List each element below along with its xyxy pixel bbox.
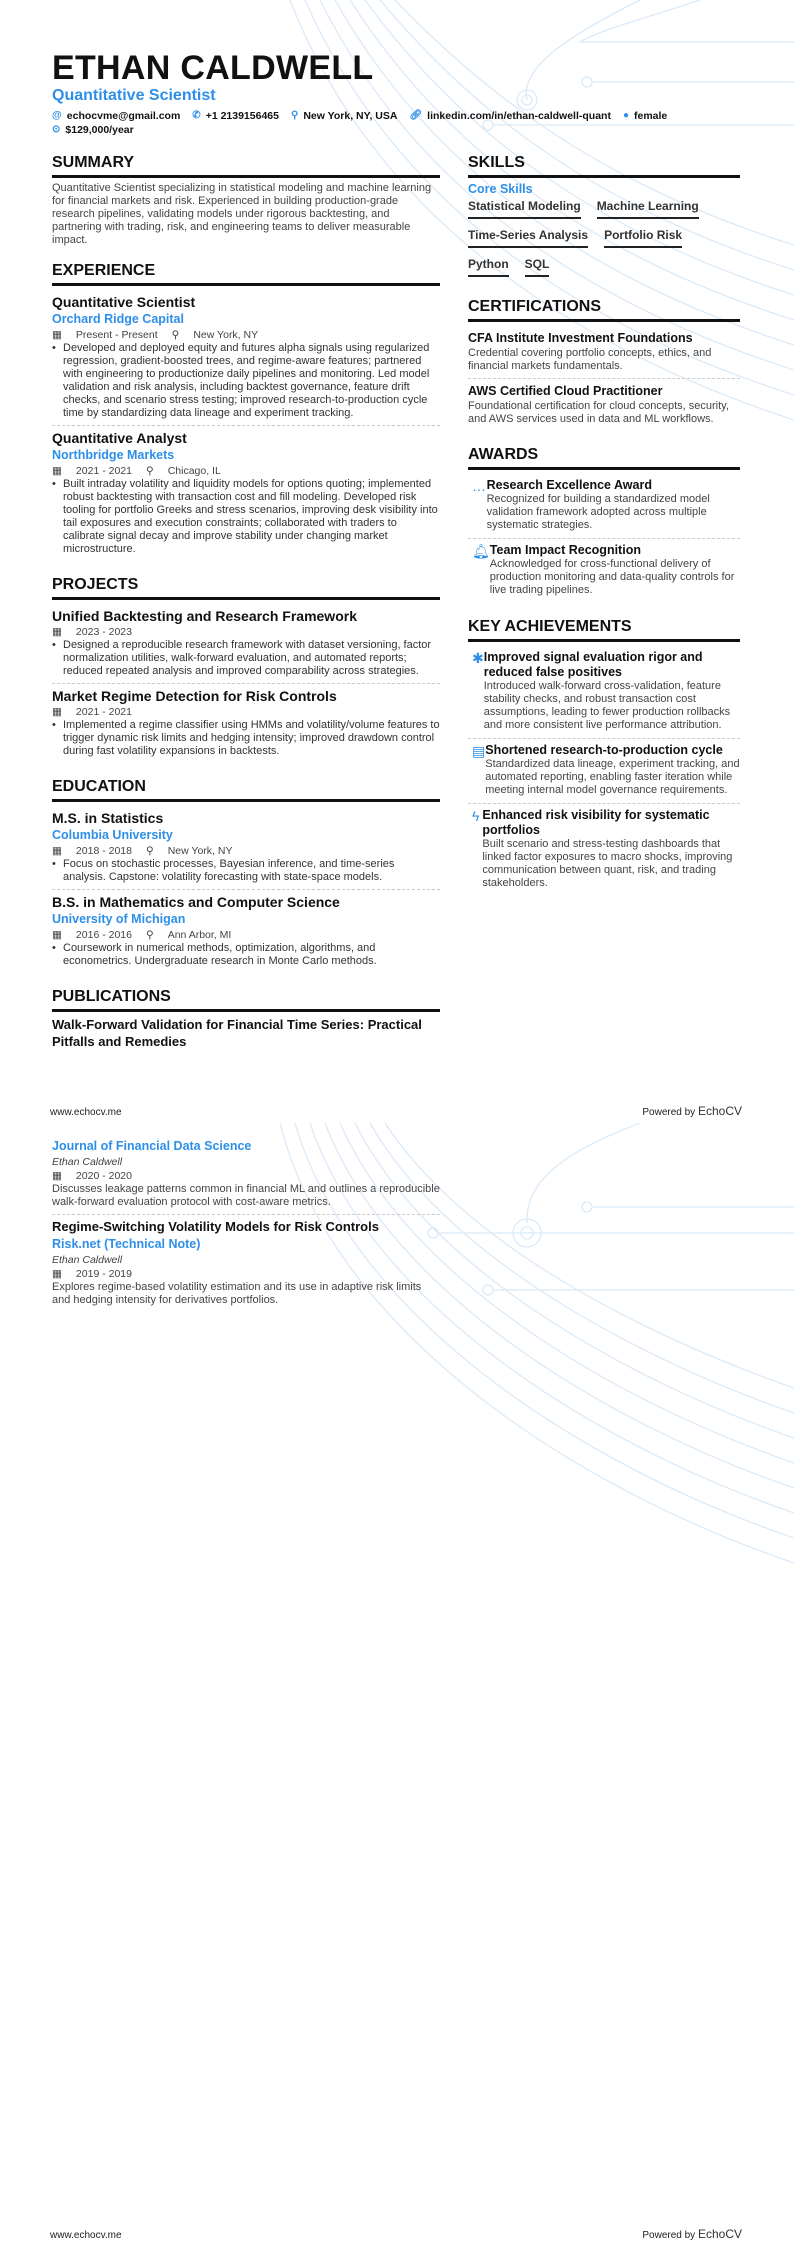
project-dates: 2023 - 2023 (75, 626, 132, 638)
publication-venue: Risk.net (Technical Note) (52, 1237, 201, 1251)
edu-location: New York, NY (167, 845, 233, 857)
award-title: Team Impact Recognition (489, 543, 641, 557)
project-bullet: • Designed a reproducible research framework with dataset versioning, factor normalization utilities, walk-forward evaluation, and automated reports; reduced repeated analysis and improved comparability across strategies. (52, 639, 440, 678)
left-column (52, 153, 440, 1050)
skill-tag: Time-Series Analysis (468, 225, 588, 248)
left-column-continued (52, 1135, 440, 1312)
gender-text: female (634, 110, 668, 122)
footer-site-link[interactable]: www.echocv.me (50, 1107, 122, 1118)
job-dates: Present - Present (75, 329, 158, 341)
contact-location (291, 109, 397, 123)
cert-title: CFA Institute Investment Foundations (468, 331, 693, 345)
awards-heading: AWARDS (468, 445, 740, 470)
education-item (52, 890, 440, 973)
school: Columbia University (52, 828, 173, 842)
award-title: Research Excellence Award (486, 478, 652, 492)
calendar-icon: ▦ (52, 706, 62, 718)
cert-title: AWS Certified Cloud Practitioner (468, 384, 663, 398)
job-title: Quantitative Analyst (52, 430, 187, 446)
edu-dates: 2016 - 2016 (75, 929, 132, 941)
phone-icon: ✆ (192, 110, 201, 121)
location-icon: ⚲ (171, 329, 180, 341)
calendar-icon: ▦ (52, 845, 62, 857)
bell-icon: 🔔︎ (472, 543, 490, 559)
publication-desc: Discusses leakage patterns common in financial ML and outlines a reproducible walk-forward evaluation protocol with cost-aware metrics. (52, 1183, 440, 1208)
award-desc: Acknowledged for cross-functional delivery of production monitoring and data-quality controls for live trading pipelines. (489, 558, 735, 596)
calendar-icon: ▦ (52, 626, 62, 638)
education-item (52, 806, 440, 890)
edu-bullet: • Focus on stochastic processes, Bayesian inference, and time-series analysis. Capstone: volatility forecasting with state-space models. (52, 858, 440, 884)
location-icon: ⚲ (145, 929, 154, 941)
summary-text: Quantitative Scientist specializing in statistical modeling and machine learning for financial markets and risk. Experienced in building production-grade research pipelines, validating models under rigorous backtesting, and partnering with trading, risk, and engineering teams to deliver measurable impact. (52, 182, 432, 246)
publication-venue: Journal of Financial Data Science (52, 1139, 252, 1153)
project-bullet: • Implemented a regime classifier using HMMs and volatility/volume features to trigger dynamic risk limits and hedging intensity; improved drawdown control during fast volatility expansions in backtests. (52, 719, 440, 758)
school: University of Michigan (52, 912, 186, 926)
calendar-icon: ▦ (52, 465, 62, 477)
project-title: Unified Backtesting and Research Framework (52, 608, 357, 624)
achievement-title: Shortened research-to-production cycle (485, 743, 723, 757)
publications-heading: PUBLICATIONS (52, 987, 440, 1012)
skill-tag: SQL (525, 254, 550, 277)
linkedin-text: linkedin.com/in/ethan-caldwell-quant (427, 110, 611, 122)
contact-gender (623, 109, 667, 123)
skill-tag: Python (468, 254, 509, 277)
skills-group: Core Skills (468, 182, 533, 196)
skills-heading: SKILLS (468, 153, 740, 178)
file-chart-icon: ▤ (472, 743, 486, 759)
job-dates: 2021 - 2021 (75, 465, 132, 477)
at-icon: @ (52, 110, 62, 121)
edu-dates: 2018 - 2018 (75, 845, 132, 857)
contact-linkedin[interactable] (409, 109, 610, 123)
certifications-heading: CERTIFICATIONS (468, 297, 740, 322)
footer-brand[interactable]: EchoCV (697, 2227, 742, 2241)
footer-powered-label: Powered by (642, 2230, 696, 2241)
page-footer (50, 1104, 742, 1118)
achievement-desc: Introduced walk-forward cross-validation, feature stability checks, and robust transaction cost assumptions, leading to fewer production rollbacks and more consistent live performance attribution. (483, 680, 731, 731)
page-footer (50, 2227, 742, 2241)
certification-item (468, 326, 740, 379)
contact-list (52, 109, 692, 137)
achievement-item (468, 804, 740, 896)
user-icon: ● (622, 110, 629, 121)
award-desc: Recognized for building a standardized model validation framework adopted across multiple systematic strategies. (486, 493, 710, 531)
project-title: Market Regime Detection for Risk Controls (52, 688, 337, 704)
candidate-name: ETHAN CALDWELL (52, 49, 374, 87)
company-name: Orchard Ridge Capital (52, 312, 184, 326)
job-bullet: • Built intraday volatility and liquidity models for options quoting; implemented robust backtesting with transaction cost and fill modeling. Developed risk tooling for portfolio Greeks and stress scenarios, improving desk visibility into tail exposures and execution constraints; collaborated with traders to calibrate signal decay and improve stability under changing market microstructure. (52, 478, 440, 556)
publication-author: Ethan Caldwell (52, 1254, 123, 1266)
location-icon: ⚲ (145, 845, 154, 857)
calendar-icon: ▦ (52, 929, 62, 941)
location-icon: ⚲ (290, 110, 299, 121)
project-item (52, 604, 440, 684)
project-item (52, 684, 440, 763)
job-location: Chicago, IL (167, 465, 221, 477)
footer-brand[interactable]: EchoCV (697, 1104, 742, 1118)
summary-heading: SUMMARY (52, 153, 440, 178)
publication-author: Ethan Caldwell (52, 1156, 123, 1168)
skill-tag: Portfolio Risk (604, 225, 682, 248)
publication-title: Walk-Forward Validation for Financial Time Series: Practical Pitfalls and Remedies (52, 1017, 422, 1049)
bug-icon: ✱ (472, 650, 484, 666)
experience-heading: EXPERIENCE (52, 261, 440, 286)
skill-tag: Machine Learning (597, 196, 699, 219)
email-text: echocvme@gmail.com (66, 110, 181, 122)
right-column (468, 153, 740, 1050)
calendar-icon: ▦ (52, 1170, 62, 1182)
cert-desc: Credential covering portfolio concepts, ethics, and financial markets fundamentals. (468, 347, 712, 372)
achievement-item (468, 646, 740, 739)
location-text: New York, NY, USA (303, 110, 398, 122)
location-icon: ⚲ (145, 465, 154, 477)
job-title: Quantitative Scientist (52, 294, 196, 310)
achievement-title: Enhanced risk visibility for systematic portfolios (482, 808, 710, 837)
contact-phone[interactable] (192, 109, 279, 123)
skills-list (468, 196, 740, 283)
job-bullet: • Developed and deployed equity and futures alpha signals using regularized regression, gradient-boosted trees, and regime-aware features; partnered with engineering to productionize daily pipelines and monitoring. Led model validation and risk analysis, including backtest governance, feature drift checks, and scenario stress testing; improved research-to-production cycle time by standardizing data lineage and experiment tracking. (52, 342, 440, 420)
achievement-desc: Standardized data lineage, experiment tracking, and automated reporting, enabling faster iteration while meeting internal model governance requirements. (485, 758, 740, 796)
calendar-icon: ▦ (52, 329, 62, 341)
job-location: New York, NY (193, 329, 259, 341)
degree: M.S. in Statistics (52, 810, 164, 826)
publication-item (52, 1135, 440, 1215)
experience-item (52, 290, 440, 426)
phone-text: +1 2139156465 (205, 110, 279, 122)
salary-icon: ⊙ (52, 124, 61, 135)
salary-text: $129,000/year (65, 124, 134, 136)
cert-desc: Foundational certification for cloud concepts, security, and AWS services used in data and ML workflows. (468, 400, 729, 425)
achievements-heading: KEY ACHIEVEMENTS (468, 617, 740, 642)
publication-item (52, 1215, 440, 1312)
award-item (468, 539, 740, 603)
degree: B.S. in Mathematics and Computer Science (52, 894, 340, 910)
link-icon: 🔗︎ (409, 110, 423, 121)
ellipsis-icon: … (472, 478, 486, 494)
certification-item (468, 379, 740, 431)
achievement-item (468, 739, 740, 804)
education-heading: EDUCATION (52, 777, 440, 802)
bolt-icon: ϟ (472, 808, 480, 824)
contact-salary (52, 123, 134, 137)
experience-item (52, 426, 440, 561)
publication-dates: 2020 - 2020 (75, 1170, 132, 1182)
calendar-icon: ▦ (52, 1268, 62, 1280)
publication-title: Regime-Switching Volatility Models for Risk Controls (52, 1219, 379, 1234)
publication-dates: 2019 - 2019 (75, 1268, 132, 1280)
award-item (468, 474, 740, 539)
candidate-title: Quantitative Scientist (52, 87, 216, 104)
edu-bullet: • Coursework in numerical methods, optimization, algorithms, and econometrics. Undergraduate research in Monte Carlo methods. (52, 942, 440, 968)
company-name: Northbridge Markets (52, 448, 175, 462)
publication-desc: Explores regime-based volatility estimation and its use in adaptive risk limits and hedging intensity for derivatives portfolios. (52, 1281, 422, 1306)
footer-site-link[interactable]: www.echocv.me (50, 2230, 122, 2241)
skill-tag: Statistical Modeling (468, 196, 581, 219)
footer-powered-label: Powered by (642, 1107, 696, 1118)
projects-heading: PROJECTS (52, 575, 440, 600)
project-dates: 2021 - 2021 (75, 706, 132, 718)
resume-page-2 (0, 1123, 794, 2246)
contact-email[interactable] (52, 109, 180, 123)
achievement-desc: Built scenario and stress-testing dashboards that linked factor exposures to macro shocks, improving communication between quant, risk, and trading stakeholders. (482, 838, 733, 889)
achievement-title: Improved signal evaluation rigor and reduced false positives (483, 650, 703, 679)
edu-location: Ann Arbor, MI (167, 929, 232, 941)
